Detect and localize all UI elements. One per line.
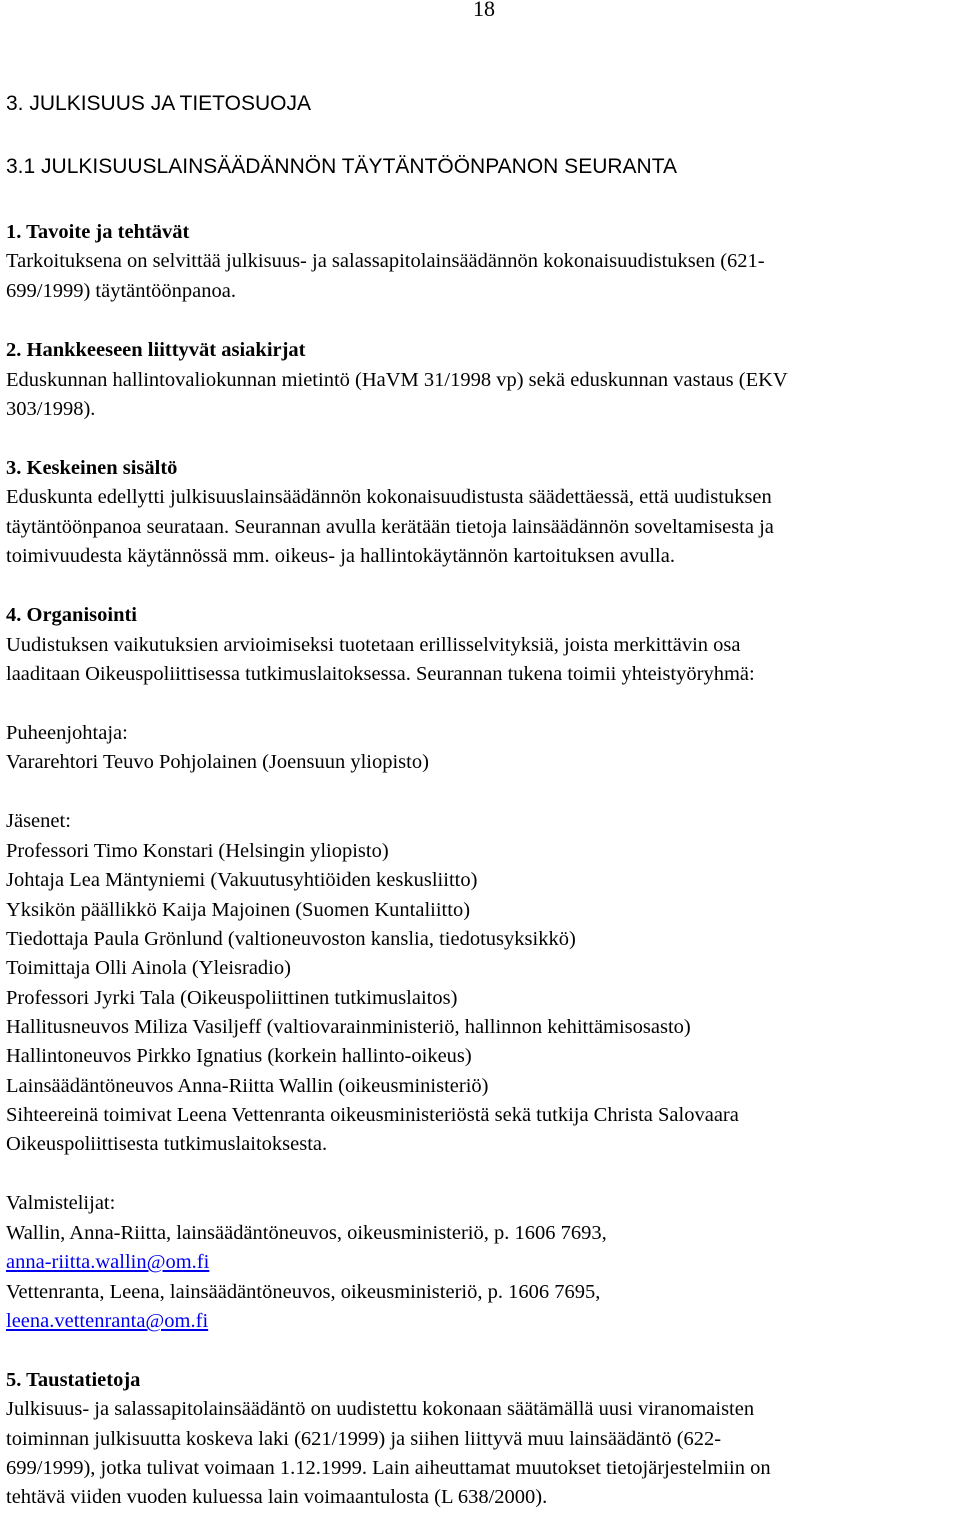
s3-line: Eduskunta edellytti julkisuuslainsäädännön kokonaisuudistusta säädettäessä, että uudistuksen <box>6 486 772 508</box>
s1-line: 699/1999) täytäntöönpanoa. <box>6 280 237 302</box>
s5-line: tehtävä viiden vuoden kuluessa lain voimaantulosta (L 638/2000). <box>6 1486 548 1508</box>
s1-title: 1. Tavoite ja tehtävät <box>6 221 190 243</box>
member-item: Professori Timo Konstari (Helsingin yliopisto) <box>6 840 389 862</box>
s3-line: toimivuudesta käytännössä mm. oikeus- ja hallintokäytännön kartoituksen avulla. <box>6 545 675 567</box>
chair-name: Vararehtori Teuvo Pohjolainen (Joensuun yliopisto) <box>6 751 429 773</box>
member-item: Johtaja Lea Mäntyniemi (Vakuutusyhtiöiden keskusliitto) <box>6 869 478 891</box>
s4-title: 4. Organisointi <box>6 604 137 626</box>
chapter-heading: 3. JULKISUUS JA TIETOSUOJA <box>6 92 311 115</box>
member-item: Toimittaja Olli Ainola (Yleisradio) <box>6 957 291 979</box>
section-heading: 3.1 JULKISUUSLAINSÄÄDÄNNÖN TÄYTÄNTÖÖNPANON SEURANTA <box>6 155 677 178</box>
s4-line: laaditaan Oikeuspoliittisessa tutkimuslaitoksessa. Seurannan tukena toimii yhteistyöryhmä: <box>6 663 755 685</box>
s2-title: 2. Hankkeeseen liittyvät asiakirjat <box>6 339 306 361</box>
preparer-email-link[interactable]: leena.vettenranta@om.fi <box>6 1310 209 1332</box>
preparer-email-link[interactable]: anna-riitta.wallin@om.fi <box>6 1251 210 1273</box>
s5-line: toiminnan julkisuutta koskeva laki (621/1999) ja siihen liittyvä muu lainsäädäntö (622- <box>6 1428 722 1450</box>
s5-line: 699/1999), jotka tulivat voimaan 1.12.1999. Lain aiheuttamat muutokset tietojärjestelmiin on <box>6 1457 771 1479</box>
s5-line: Julkisuus- ja salassapitolainsäädäntö on uudistettu kokonaan säätämällä uusi viranomaisten <box>6 1398 755 1420</box>
member-item: Hallitusneuvos Miliza Vasiljeff (valtiovarainministeriö, hallinnon kehittämisosasto) <box>6 1016 691 1038</box>
s4-line: Uudistuksen vaikutuksien arvioimiseksi tuotetaan erillisselvityksiä, joista merkittävin osa <box>6 634 741 656</box>
member-item: Hallintoneuvos Pirkko Ignatius (korkein hallinto-oikeus) <box>6 1045 472 1067</box>
s3-title: 3. Keskeinen sisältö <box>6 457 178 479</box>
member-item: Sihteereinä toimivat Leena Vettenranta oikeusministeriöstä sekä tutkija Christa Salovaara <box>6 1104 739 1126</box>
s2-line: 303/1998). <box>6 398 96 420</box>
preparers-label: Valmistelijat: <box>6 1192 116 1214</box>
member-item: Oikeuspoliittisesta tutkimuslaitoksesta. <box>6 1133 328 1155</box>
members-label: Jäsenet: <box>6 810 71 832</box>
chair-label: Puheenjohtaja: <box>6 722 128 744</box>
s1-line: Tarkoituksena on selvittää julkisuus- ja salassapitolainsäädännön kokonaisuudistuksen (621- <box>6 250 765 272</box>
member-item: Professori Jyrki Tala (Oikeuspoliittinen tutkimuslaitos) <box>6 987 458 1009</box>
page-number: 18 <box>473 0 495 21</box>
preparer-line: Wallin, Anna-Riitta, lainsäädäntöneuvos, oikeusministeriö, p. 1606 7693, <box>6 1222 607 1244</box>
preparer-line: Vettenranta, Leena, lainsäädäntöneuvos, oikeusministeriö, p. 1606 7695, <box>6 1281 601 1303</box>
s3-line: täytäntöönpanoa seurataan. Seurannan avulla kerätään tietoja lainsäädännön soveltamisesta ja <box>6 516 774 538</box>
s5-title: 5. Taustatietoja <box>6 1369 141 1391</box>
s2-line: Eduskunnan hallintovaliokunnan mietintö (HaVM 31/1998 vp) sekä eduskunnan vastaus (EKV <box>6 369 788 391</box>
member-item: Yksikön päällikkö Kaija Majoinen (Suomen Kuntaliitto) <box>6 899 471 921</box>
member-item: Lainsäädäntöneuvos Anna-Riitta Wallin (oikeusministeriö) <box>6 1075 489 1097</box>
member-item: Tiedottaja Paula Grönlund (valtioneuvoston kanslia, tiedotusyksikkö) <box>6 928 576 950</box>
